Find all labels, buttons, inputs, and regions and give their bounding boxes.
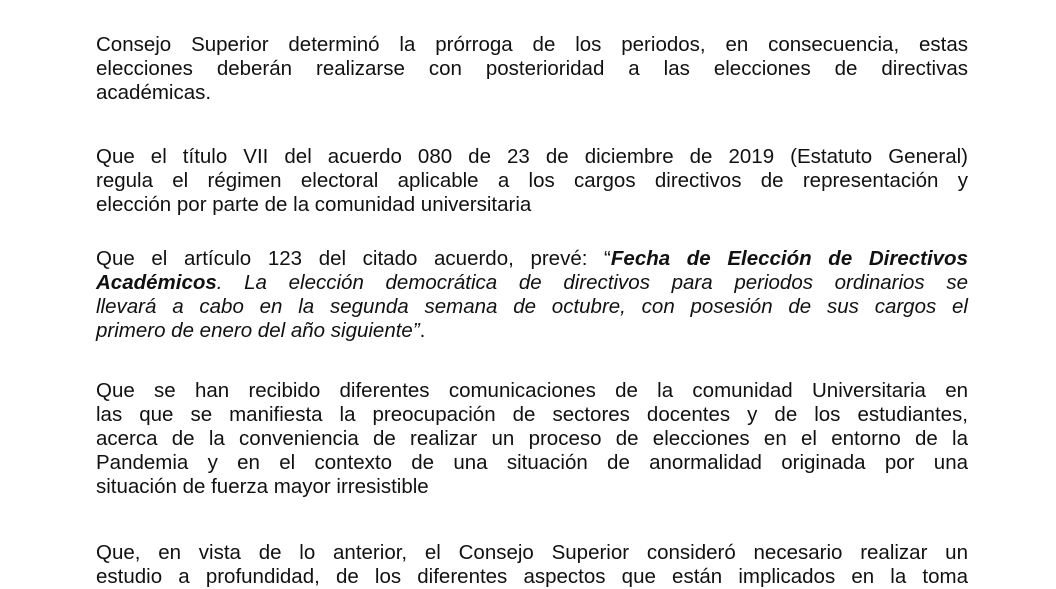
quote-intro: Que el artículo 123 del citado acuerdo, prevé: “: [96, 247, 611, 270]
paragraph-vista-anterior: [96, 541, 968, 589]
text-line: estudio a profundidad, de los diferentes aspectos que están implicados en la toma: [96, 565, 968, 588]
text-line: académicas.: [96, 81, 212, 104]
paragraph-prorroga: [96, 33, 968, 105]
text-line: las que se manifiesta la preocupación de sectores docentes y de los estudiantes,: [96, 403, 968, 426]
quote-text: llevará a cabo en la segunda semana de octubre, con posesión de sus cargos el: [96, 295, 968, 318]
quote-heading-part2: Académicos: [96, 271, 217, 294]
paragraph-titulo-vii: [96, 145, 968, 217]
paragraph-articulo-123: [96, 247, 968, 343]
text-line: situación de fuerza mayor irresistible: [96, 475, 429, 498]
quote-text: . La elección democrática de directivos para periodos ordinarios se: [216, 271, 968, 294]
text-line: elección por parte de la comunidad universitaria: [96, 193, 532, 216]
text-line: [96, 271, 968, 295]
text-line: regula el régimen electoral aplicable a los cargos directivos de representación y: [96, 169, 968, 192]
text-line: [96, 319, 968, 343]
text-line: Que el título VII del acuerdo 080 de 23 de diciembre de 2019 (Estatuto General): [96, 145, 968, 168]
text-line: elecciones deberán realizarse con posterioridad a las elecciones de directivas: [96, 57, 968, 80]
text-line: Pandemia y en el contexto de una situación de anormalidad originada por una: [96, 451, 968, 474]
text-line: Que se han recibido diferentes comunicaciones de la comunidad Universitaria en: [96, 379, 968, 402]
text-line: Consejo Superior determinó la prórroga de los periodos, en consecuencia, estas: [96, 33, 968, 56]
quote-text: primero de enero del año siguiente”: [96, 319, 420, 342]
quote-end: .: [419, 319, 426, 342]
text-line: acerca de la conveniencia de realizar un proceso de elecciones en el entorno de la: [96, 427, 968, 450]
text-line: Que, en vista de lo anterior, el Consejo Superior consideró necesario realizar un: [96, 541, 968, 564]
paragraph-comunicaciones: [96, 379, 968, 499]
text-line: [96, 295, 968, 319]
text-line: [96, 247, 968, 271]
quote-heading-part1: Fecha de Elección de Directivos: [610, 247, 968, 270]
